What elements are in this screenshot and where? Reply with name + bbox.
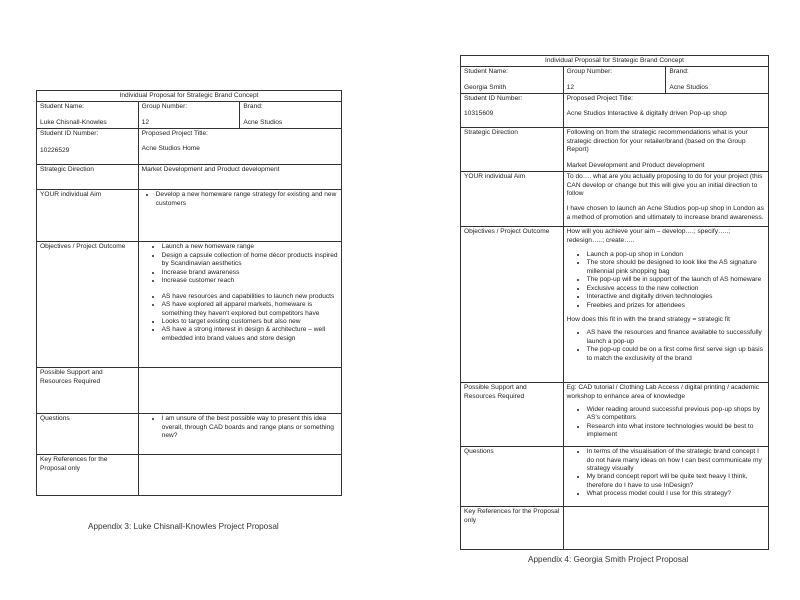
right-support-text: Eg: CAD tutorial / Clothing Lab Access / digital printing / academic workshop to enhance area of knowledge (566, 384, 760, 400)
left-brand-cell (240, 102, 342, 129)
left-group-number-label: Group Number: (141, 103, 188, 111)
left-strategic-direction: Market Development and Product development (138, 165, 341, 190)
left-student-name-label: Student Name: (40, 103, 84, 111)
left-table-header: Individual Proposal for Strategic Brand Concept (37, 91, 342, 102)
list-item: • Research into what instore technologies would be best to implement (587, 423, 765, 440)
right-aim-prompt: To do…. what are you actually proposing to do for your project (this CAN develop or change but this will give you an initial direction to follow (566, 173, 763, 197)
left-group-cell (138, 102, 240, 129)
list-item: • The store should be designed to look like the AS signature millennial pink shopping bag (587, 259, 765, 276)
left-student-id-cell (37, 129, 139, 165)
right-objectives-cell (563, 227, 768, 383)
right-student-id-label: Student ID Number: (464, 95, 523, 103)
right-aim-cell (563, 172, 768, 227)
list-item: • Interactive and digitally driven technologies (587, 293, 765, 301)
right-project-title-label: Proposed Project Title: (566, 95, 633, 103)
right-student-name-label: Student Name: (464, 68, 508, 76)
right-appendix-caption: Appendix 4: Georgia Smith Project Proposal (528, 555, 689, 564)
left-group-number: 12 (141, 118, 149, 126)
list-item: • Increase brand awareness (162, 269, 338, 277)
right-questions-cell (563, 447, 768, 507)
right-references-cell (563, 507, 768, 550)
list-item: • My brand concept report will be quite text heavy I think, therefore do I have to use InDesign? (587, 473, 765, 490)
right-brand-cell (666, 67, 769, 94)
left-aim-label: YOUR individual Aim (37, 190, 139, 242)
right-support-label: Possible Support and Resources Required (461, 383, 564, 447)
list-item: • Design a capsule collection of home décor products inspired by Scandinavian aesthetics (162, 252, 338, 269)
list-item: • AS have explored all apparel markets, homeware is something they haven't explored but competitors have (162, 301, 338, 318)
list-item: • AS have the resources and finance available to successfully launch a pop-up (587, 329, 765, 346)
left-references-cell (138, 455, 341, 496)
right-student-name-cell (461, 67, 564, 94)
right-student-id: 10315609 (464, 109, 494, 117)
left-support-cell (138, 368, 341, 414)
list-item: • Increase customer reach (162, 277, 338, 285)
right-references-label: Key References for the Proposal only (461, 507, 564, 550)
right-table-header: Individual Proposal for Strategic Brand Concept (461, 56, 769, 67)
left-brand: Acne Studios (243, 118, 283, 126)
list-spacer (162, 286, 338, 293)
left-support-label: Possible Support and Resources Required (37, 368, 139, 414)
left-questions-label: Questions (37, 414, 139, 455)
right-student-name: Georgia Smith (464, 83, 507, 91)
right-student-id-cell (461, 94, 564, 128)
right-aim-label: YOUR individual Aim (461, 172, 564, 227)
left-strategic-direction-label: Strategic Direction (37, 165, 139, 190)
right-strategic-direction: Market Development and Product development (566, 161, 705, 169)
list-item: • Launch a new homeware range (162, 243, 338, 251)
list-item: • Launch a pop-up shop in London (587, 251, 765, 259)
right-project-title: Acne Studios Interactive & digitally driven Pop-up shop (566, 109, 727, 117)
right-questions-label: Questions (461, 447, 564, 507)
list-item: • Exclusive access to the new collection (587, 285, 765, 293)
left-student-name: Luke Chisnall-Knowles (40, 118, 107, 126)
right-support-cell (563, 383, 768, 447)
right-group-number: 12 (566, 83, 574, 91)
right-aim-text: I have chosen to launch an Acne Studios pop-up shop in London as a method of promotion and ultimately to increase brand awareness. (566, 205, 764, 221)
right-group-cell (563, 67, 666, 94)
list-item: • Freebies and prizes for attendees (587, 302, 765, 310)
right-group-number-label: Group Number: (566, 68, 613, 76)
right-project-title-cell (563, 94, 768, 128)
right-brand: Acne Studios (669, 83, 709, 91)
list-item: • In terms of the visualisation of the strategic brand concept I do not have many ideas on how I can best communicate my strategy visually (587, 448, 765, 473)
right-objectives-prompt: How will you achieve your aim – develop….; specify…..; redesign…..; create….. (566, 228, 731, 244)
right-strategic-direction-prompt: Following on from the strategic recommendations what is your strategic direction for your retailer/brand (based on the Group Report) (566, 129, 748, 154)
list-item: • The pop-up could be on a first come first serve sign up basis to match the exclusivity of the brand (587, 346, 765, 363)
left-aim-bullet: • Develop a new homeware range strategy for existing and new customers (156, 191, 338, 208)
right-brand-label: Brand: (669, 68, 689, 76)
left-aim-cell (138, 190, 341, 242)
left-student-id: 10226529 (40, 146, 70, 154)
right-strategic-direction-cell (563, 128, 768, 172)
left-student-id-label: Student ID Number: (40, 130, 99, 138)
list-item: • AS have a strong interest in design & architecture – well embedded into brand values and store design (162, 326, 338, 343)
right-objectives-label: Objectives / Project Outcome (461, 227, 564, 383)
list-item: • AS have resources and capabilities to launch new products (162, 293, 338, 301)
left-project-title: Acne Studios Home (141, 144, 200, 152)
left-brand-label: Brand: (243, 103, 263, 111)
list-item: • What process model could I use for this strategy? (587, 490, 765, 498)
right-strategic-direction-label: Strategic Direction (461, 128, 564, 172)
left-student-name-cell (37, 102, 139, 129)
left-proposal-page (36, 90, 342, 496)
list-item: • Wider reading around successful previous pop-up shops by AS's competitors (587, 406, 765, 423)
left-appendix-caption: Appendix 3: Luke Chisnall-Knowles Project Proposal (88, 522, 279, 531)
right-proposal-page (460, 55, 769, 550)
left-project-title-cell (138, 129, 341, 165)
left-project-title-label: Proposed Project Title: (141, 130, 208, 138)
left-objectives-cell (138, 242, 341, 368)
left-references-label: Key References for the Proposal only (37, 455, 139, 496)
left-proposal-table (36, 90, 342, 496)
list-item: • The pop-up will be in support of the launch of AS homeware (587, 276, 765, 284)
left-questions-cell (138, 414, 341, 455)
left-objectives-label: Objectives / Project Outcome (37, 242, 139, 368)
right-proposal-table (460, 55, 769, 550)
list-item: • Looks to target existing customers but also new (162, 318, 338, 326)
list-item: • I am unsure of the best possible way to present this idea overall, through CAD boards and range plans or something new? (162, 415, 338, 440)
right-fit-prompt: How does this fit in with the brand strategy = strategic fit (566, 316, 730, 323)
